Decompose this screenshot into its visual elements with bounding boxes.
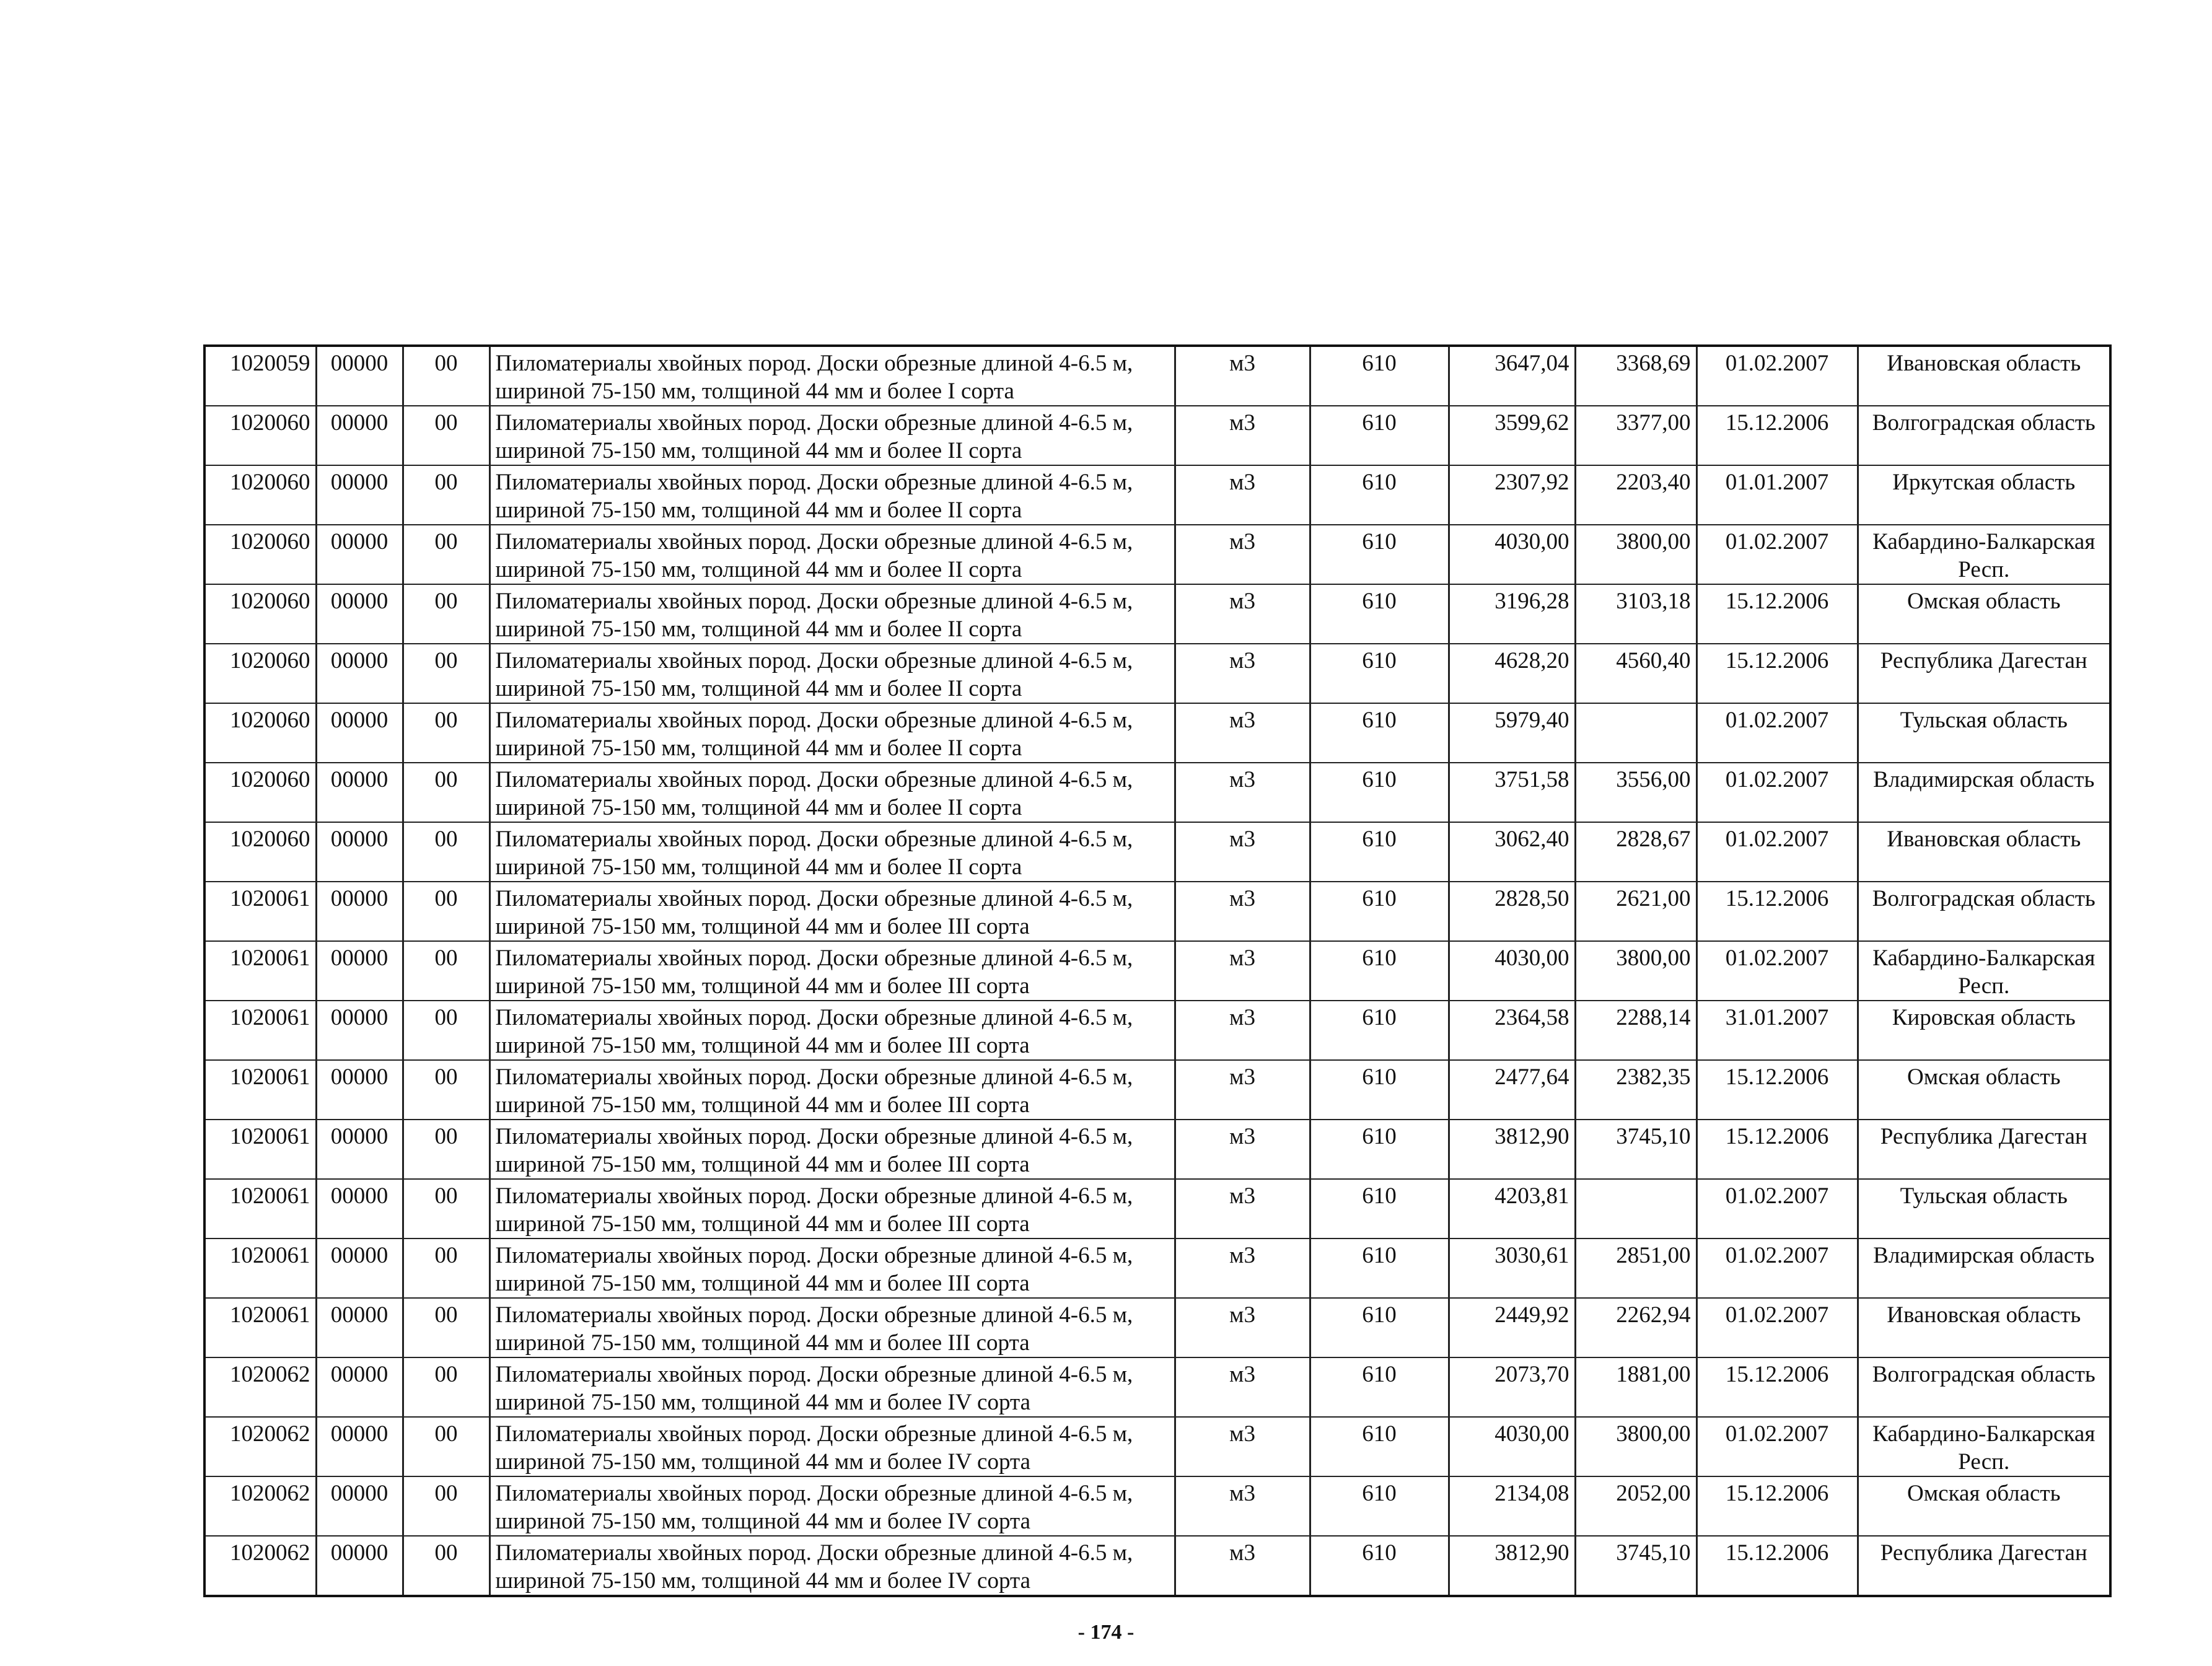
variant-code-cell: 00	[403, 1060, 489, 1120]
price-alt-cell: 3377,00	[1575, 406, 1696, 465]
price-cell: 2073,70	[1449, 1357, 1575, 1417]
quantity-cell: 610	[1310, 1476, 1449, 1536]
quantity-cell: 610	[1310, 584, 1449, 644]
date-cell: 31.01.2007	[1696, 1001, 1858, 1060]
unit-cell: м3	[1175, 882, 1310, 941]
description-cell: Пиломатериалы хвойных пород. Доски обрезные длиной 4-6.5 м, шириной 75-150 мм, толщиной 44 мм и более II сорта	[489, 703, 1175, 763]
sub-code-cell: 00000	[316, 525, 403, 584]
description-cell: Пиломатериалы хвойных пород. Доски обрезные длиной 4-6.5 м, шириной 75-150 мм, толщиной 44 мм и более IV сорта	[489, 1476, 1175, 1536]
variant-code-cell: 00	[403, 1417, 489, 1476]
price-cell: 2134,08	[1449, 1476, 1575, 1536]
variant-code-cell: 00	[403, 1357, 489, 1417]
item-code-cell: 1020060	[204, 406, 316, 465]
description-cell: Пиломатериалы хвойных пород. Доски обрезные длиной 4-6.5 м, шириной 75-150 мм, толщиной 44 мм и более II сорта	[489, 644, 1175, 703]
price-alt-cell: 2621,00	[1575, 882, 1696, 941]
table-row	[204, 584, 2110, 644]
variant-code-cell: 00	[403, 465, 489, 525]
price-cell: 4030,00	[1449, 941, 1575, 1001]
variant-code-cell: 00	[403, 1239, 489, 1298]
price-cell: 3196,28	[1449, 584, 1575, 644]
unit-cell: м3	[1175, 1001, 1310, 1060]
date-cell: 15.12.2006	[1696, 584, 1858, 644]
item-code-cell: 1020061	[204, 1298, 316, 1357]
price-cell: 4030,00	[1449, 1417, 1575, 1476]
region-cell: Волгоградская область	[1858, 406, 2110, 465]
unit-cell: м3	[1175, 703, 1310, 763]
region-cell: Тульская область	[1858, 1179, 2110, 1239]
price-cell: 2364,58	[1449, 1001, 1575, 1060]
unit-cell: м3	[1175, 465, 1310, 525]
unit-cell: м3	[1175, 1536, 1310, 1596]
description-cell: Пиломатериалы хвойных пород. Доски обрезные длиной 4-6.5 м, шириной 75-150 мм, толщиной 44 мм и более III сорта	[489, 882, 1175, 941]
description-cell: Пиломатериалы хвойных пород. Доски обрезные длиной 4-6.5 м, шириной 75-150 мм, толщиной 44 мм и более III сорта	[489, 1239, 1175, 1298]
item-code-cell: 1020061	[204, 1060, 316, 1120]
price-cell: 3751,58	[1449, 763, 1575, 822]
table-row	[204, 822, 2110, 882]
region-cell: Ивановская область	[1858, 346, 2110, 406]
page-number: - 174 -	[1077, 1621, 1135, 1644]
table-body	[204, 346, 2110, 1596]
unit-cell: м3	[1175, 822, 1310, 882]
region-cell: Республика Дагестан	[1858, 644, 2110, 703]
description-cell: Пиломатериалы хвойных пород. Доски обрезные длиной 4-6.5 м, шириной 75-150 мм, толщиной 44 мм и более II сорта	[489, 584, 1175, 644]
sub-code-cell: 00000	[316, 1120, 403, 1179]
description-cell: Пиломатериалы хвойных пород. Доски обрезные длиной 4-6.5 м, шириной 75-150 мм, толщиной 44 мм и более II сорта	[489, 525, 1175, 584]
price-alt-cell: 3745,10	[1575, 1120, 1696, 1179]
price-alt-cell: 3368,69	[1575, 346, 1696, 406]
item-code-cell: 1020060	[204, 703, 316, 763]
price-alt-cell: 1881,00	[1575, 1357, 1696, 1417]
price-cell: 3812,90	[1449, 1536, 1575, 1596]
description-cell: Пиломатериалы хвойных пород. Доски обрезные длиной 4-6.5 м, шириной 75-150 мм, толщиной 44 мм и более III сорта	[489, 1060, 1175, 1120]
date-cell: 15.12.2006	[1696, 1536, 1858, 1596]
item-code-cell: 1020062	[204, 1357, 316, 1417]
price-alt-cell: 2851,00	[1575, 1239, 1696, 1298]
description-cell: Пиломатериалы хвойных пород. Доски обрезные длиной 4-6.5 м, шириной 75-150 мм, толщиной 44 мм и более II сорта	[489, 822, 1175, 882]
date-cell: 01.02.2007	[1696, 703, 1858, 763]
date-cell: 15.12.2006	[1696, 1357, 1858, 1417]
date-cell: 15.12.2006	[1696, 644, 1858, 703]
item-code-cell: 1020061	[204, 882, 316, 941]
price-cell: 4030,00	[1449, 525, 1575, 584]
quantity-cell: 610	[1310, 1239, 1449, 1298]
quantity-cell: 610	[1310, 703, 1449, 763]
description-cell: Пиломатериалы хвойных пород. Доски обрезные длиной 4-6.5 м, шириной 75-150 мм, толщиной 44 мм и более II сорта	[489, 406, 1175, 465]
sub-code-cell: 00000	[316, 1357, 403, 1417]
unit-cell: м3	[1175, 1239, 1310, 1298]
item-code-cell: 1020061	[204, 941, 316, 1001]
quantity-cell: 610	[1310, 763, 1449, 822]
variant-code-cell: 00	[403, 1179, 489, 1239]
quantity-cell: 610	[1310, 465, 1449, 525]
variant-code-cell: 00	[403, 525, 489, 584]
item-code-cell: 1020061	[204, 1179, 316, 1239]
variant-code-cell: 00	[403, 941, 489, 1001]
variant-code-cell: 00	[403, 763, 489, 822]
table-row	[204, 1001, 2110, 1060]
quantity-cell: 610	[1310, 1536, 1449, 1596]
quantity-cell: 610	[1310, 644, 1449, 703]
sub-code-cell: 00000	[316, 346, 403, 406]
date-cell: 01.02.2007	[1696, 822, 1858, 882]
unit-cell: м3	[1175, 1476, 1310, 1536]
table-row	[204, 465, 2110, 525]
item-code-cell: 1020062	[204, 1417, 316, 1476]
region-cell: Омская область	[1858, 584, 2110, 644]
sub-code-cell: 00000	[316, 1476, 403, 1536]
variant-code-cell: 00	[403, 1476, 489, 1536]
unit-cell: м3	[1175, 525, 1310, 584]
price-cell: 2477,64	[1449, 1060, 1575, 1120]
sub-code-cell: 00000	[316, 1239, 403, 1298]
sub-code-cell: 00000	[316, 1001, 403, 1060]
price-alt-cell: 3103,18	[1575, 584, 1696, 644]
variant-code-cell: 00	[403, 406, 489, 465]
table-row	[204, 1417, 2110, 1476]
variant-code-cell: 00	[403, 1120, 489, 1179]
description-cell: Пиломатериалы хвойных пород. Доски обрезные длиной 4-6.5 м, шириной 75-150 мм, толщиной 44 мм и более III сорта	[489, 1001, 1175, 1060]
variant-code-cell: 00	[403, 1536, 489, 1596]
unit-cell: м3	[1175, 941, 1310, 1001]
price-cell: 4628,20	[1449, 644, 1575, 703]
table-row	[204, 1060, 2110, 1120]
variant-code-cell: 00	[403, 346, 489, 406]
table-row	[204, 763, 2110, 822]
table-row	[204, 941, 2110, 1001]
region-cell: Волгоградская область	[1858, 882, 2110, 941]
quantity-cell: 610	[1310, 1120, 1449, 1179]
quantity-cell: 610	[1310, 1357, 1449, 1417]
price-alt-cell: 2828,67	[1575, 822, 1696, 882]
variant-code-cell: 00	[403, 1298, 489, 1357]
variant-code-cell: 00	[403, 822, 489, 882]
region-cell: Тульская область	[1858, 703, 2110, 763]
table-row	[204, 703, 2110, 763]
table-row	[204, 644, 2110, 703]
description-cell: Пиломатериалы хвойных пород. Доски обрезные длиной 4-6.5 м, шириной 75-150 мм, толщиной 44 мм и более III сорта	[489, 1179, 1175, 1239]
region-cell: Кабардино-Балкарская Респ.	[1858, 525, 2110, 584]
item-code-cell: 1020060	[204, 465, 316, 525]
price-alt-cell	[1575, 1179, 1696, 1239]
price-cell: 2449,92	[1449, 1298, 1575, 1357]
price-table	[203, 344, 2112, 1597]
description-cell: Пиломатериалы хвойных пород. Доски обрезные длиной 4-6.5 м, шириной 75-150 мм, толщиной 44 мм и более IV сорта	[489, 1536, 1175, 1596]
quantity-cell: 610	[1310, 1179, 1449, 1239]
region-cell: Иркутская область	[1858, 465, 2110, 525]
quantity-cell: 610	[1310, 346, 1449, 406]
price-alt-cell: 3800,00	[1575, 941, 1696, 1001]
description-cell: Пиломатериалы хвойных пород. Доски обрезные длиной 4-6.5 м, шириной 75-150 мм, толщиной 44 мм и более IV сорта	[489, 1357, 1175, 1417]
variant-code-cell: 00	[403, 703, 489, 763]
price-cell: 2307,92	[1449, 465, 1575, 525]
unit-cell: м3	[1175, 1417, 1310, 1476]
date-cell: 01.02.2007	[1696, 1239, 1858, 1298]
variant-code-cell: 00	[403, 644, 489, 703]
sub-code-cell: 00000	[316, 763, 403, 822]
table-row	[204, 882, 2110, 941]
price-alt-cell: 2052,00	[1575, 1476, 1696, 1536]
variant-code-cell: 00	[403, 1001, 489, 1060]
quantity-cell: 610	[1310, 1060, 1449, 1120]
item-code-cell: 1020061	[204, 1120, 316, 1179]
quantity-cell: 610	[1310, 822, 1449, 882]
sub-code-cell: 00000	[316, 822, 403, 882]
date-cell: 01.02.2007	[1696, 1417, 1858, 1476]
quantity-cell: 610	[1310, 1298, 1449, 1357]
price-alt-cell: 3800,00	[1575, 1417, 1696, 1476]
variant-code-cell: 00	[403, 882, 489, 941]
unit-cell: м3	[1175, 1298, 1310, 1357]
price-alt-cell: 3800,00	[1575, 525, 1696, 584]
sub-code-cell: 00000	[316, 406, 403, 465]
price-cell: 3062,40	[1449, 822, 1575, 882]
region-cell: Ивановская область	[1858, 1298, 2110, 1357]
date-cell: 15.12.2006	[1696, 1476, 1858, 1536]
price-alt-cell: 3745,10	[1575, 1536, 1696, 1596]
unit-cell: м3	[1175, 406, 1310, 465]
unit-cell: м3	[1175, 346, 1310, 406]
unit-cell: м3	[1175, 584, 1310, 644]
sub-code-cell: 00000	[316, 882, 403, 941]
table-row	[204, 1536, 2110, 1596]
date-cell: 01.02.2007	[1696, 941, 1858, 1001]
sub-code-cell: 00000	[316, 1298, 403, 1357]
table-row	[204, 1179, 2110, 1239]
date-cell: 15.12.2006	[1696, 1120, 1858, 1179]
table-row	[204, 1476, 2110, 1536]
quantity-cell: 610	[1310, 882, 1449, 941]
item-code-cell: 1020060	[204, 644, 316, 703]
region-cell: Республика Дагестан	[1858, 1120, 2110, 1179]
item-code-cell: 1020060	[204, 822, 316, 882]
price-cell: 2828,50	[1449, 882, 1575, 941]
region-cell: Владимирская область	[1858, 763, 2110, 822]
price-alt-cell: 2382,35	[1575, 1060, 1696, 1120]
quantity-cell: 610	[1310, 1001, 1449, 1060]
item-code-cell: 1020060	[204, 525, 316, 584]
date-cell: 01.01.2007	[1696, 465, 1858, 525]
region-cell: Волгоградская область	[1858, 1357, 2110, 1417]
sub-code-cell: 00000	[316, 1060, 403, 1120]
item-code-cell: 1020060	[204, 584, 316, 644]
price-cell: 3030,61	[1449, 1239, 1575, 1298]
date-cell: 15.12.2006	[1696, 406, 1858, 465]
sub-code-cell: 00000	[316, 584, 403, 644]
region-cell: Ивановская область	[1858, 822, 2110, 882]
sub-code-cell: 00000	[316, 1417, 403, 1476]
sub-code-cell: 00000	[316, 703, 403, 763]
price-alt-cell: 3556,00	[1575, 763, 1696, 822]
date-cell: 01.02.2007	[1696, 1179, 1858, 1239]
item-code-cell: 1020060	[204, 763, 316, 822]
sub-code-cell: 00000	[316, 644, 403, 703]
quantity-cell: 610	[1310, 525, 1449, 584]
price-cell: 3812,90	[1449, 1120, 1575, 1179]
description-cell: Пиломатериалы хвойных пород. Доски обрезные длиной 4-6.5 м, шириной 75-150 мм, толщиной 44 мм и более I сорта	[489, 346, 1175, 406]
item-code-cell: 1020061	[204, 1239, 316, 1298]
item-code-cell: 1020061	[204, 1001, 316, 1060]
region-cell: Кабардино-Балкарская Респ.	[1858, 1417, 2110, 1476]
item-code-cell: 1020059	[204, 346, 316, 406]
price-cell: 3599,62	[1449, 406, 1575, 465]
table-row	[204, 346, 2110, 406]
description-cell: Пиломатериалы хвойных пород. Доски обрезные длиной 4-6.5 м, шириной 75-150 мм, толщиной 44 мм и более IV сорта	[489, 1417, 1175, 1476]
sub-code-cell: 00000	[316, 1179, 403, 1239]
table-row	[204, 1298, 2110, 1357]
item-code-cell: 1020062	[204, 1536, 316, 1596]
price-alt-cell: 4560,40	[1575, 644, 1696, 703]
price-alt-cell: 2262,94	[1575, 1298, 1696, 1357]
date-cell: 01.02.2007	[1696, 346, 1858, 406]
sub-code-cell: 00000	[316, 465, 403, 525]
region-cell: Кировская область	[1858, 1001, 2110, 1060]
date-cell: 01.02.2007	[1696, 763, 1858, 822]
unit-cell: м3	[1175, 1060, 1310, 1120]
region-cell: Республика Дагестан	[1858, 1536, 2110, 1596]
unit-cell: м3	[1175, 763, 1310, 822]
table-row	[204, 1239, 2110, 1298]
description-cell: Пиломатериалы хвойных пород. Доски обрезные длиной 4-6.5 м, шириной 75-150 мм, толщиной 44 мм и более II сорта	[489, 465, 1175, 525]
table-row	[204, 525, 2110, 584]
table-row	[204, 1120, 2110, 1179]
region-cell: Владимирская область	[1858, 1239, 2110, 1298]
price-alt-cell: 2203,40	[1575, 465, 1696, 525]
region-cell: Омская область	[1858, 1476, 2110, 1536]
unit-cell: м3	[1175, 644, 1310, 703]
price-alt-cell	[1575, 703, 1696, 763]
quantity-cell: 610	[1310, 1417, 1449, 1476]
table-row	[204, 1357, 2110, 1417]
date-cell: 01.02.2007	[1696, 1298, 1858, 1357]
variant-code-cell: 00	[403, 584, 489, 644]
description-cell: Пиломатериалы хвойных пород. Доски обрезные длиной 4-6.5 м, шириной 75-150 мм, толщиной 44 мм и более III сорта	[489, 1120, 1175, 1179]
date-cell: 15.12.2006	[1696, 882, 1858, 941]
price-cell: 4203,81	[1449, 1179, 1575, 1239]
unit-cell: м3	[1175, 1179, 1310, 1239]
region-cell: Кабардино-Балкарская Респ.	[1858, 941, 2110, 1001]
quantity-cell: 610	[1310, 941, 1449, 1001]
price-cell: 3647,04	[1449, 346, 1575, 406]
description-cell: Пиломатериалы хвойных пород. Доски обрезные длиной 4-6.5 м, шириной 75-150 мм, толщиной 44 мм и более II сорта	[489, 763, 1175, 822]
description-cell: Пиломатериалы хвойных пород. Доски обрезные длиной 4-6.5 м, шириной 75-150 мм, толщиной 44 мм и более III сорта	[489, 1298, 1175, 1357]
table-row	[204, 406, 2110, 465]
date-cell: 01.02.2007	[1696, 525, 1858, 584]
quantity-cell: 610	[1310, 406, 1449, 465]
unit-cell: м3	[1175, 1120, 1310, 1179]
price-cell: 5979,40	[1449, 703, 1575, 763]
price-alt-cell: 2288,14	[1575, 1001, 1696, 1060]
region-cell: Омская область	[1858, 1060, 2110, 1120]
description-cell: Пиломатериалы хвойных пород. Доски обрезные длиной 4-6.5 м, шириной 75-150 мм, толщиной 44 мм и более III сорта	[489, 941, 1175, 1001]
unit-cell: м3	[1175, 1357, 1310, 1417]
sub-code-cell: 00000	[316, 1536, 403, 1596]
item-code-cell: 1020062	[204, 1476, 316, 1536]
sub-code-cell: 00000	[316, 941, 403, 1001]
date-cell: 15.12.2006	[1696, 1060, 1858, 1120]
